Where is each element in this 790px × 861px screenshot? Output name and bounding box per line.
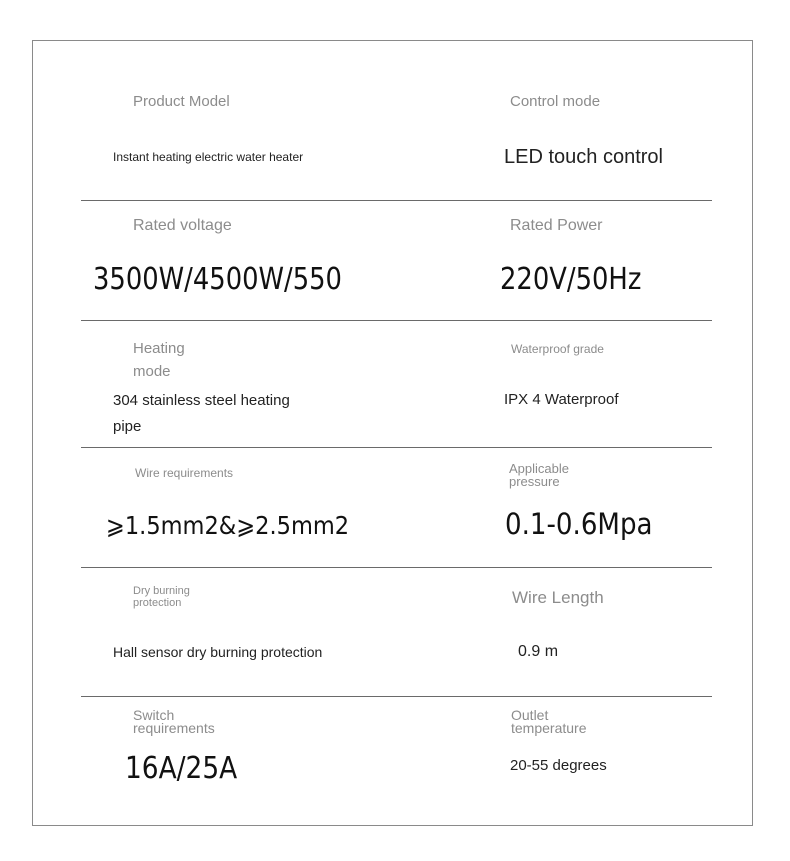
spec-value-outlet-temp: 20-55 degrees [510, 757, 607, 774]
divider [81, 447, 712, 448]
spec-value-heating-mode-line2: pipe [113, 418, 142, 435]
spec-value-product-model: Instant heating electric water heater [113, 150, 304, 164]
spec-value-wire-requirements: ⩾1.5mm2&⩾2.5mm2 [106, 511, 350, 540]
divider [81, 567, 712, 568]
spec-label-heating-mode-line2: mode [133, 363, 171, 380]
spec-label-rated-voltage: Rated voltage [133, 217, 232, 234]
spec-value-waterproof-grade: IPX 4 Waterproof [504, 391, 619, 408]
spec-value-control-mode: LED touch control [504, 146, 663, 168]
spec-value-rated-voltage: 3500W/4500W/550 [93, 262, 342, 297]
spec-label-applicable-pressure-line2: pressure [509, 474, 560, 489]
spec-value-rated-power: 220V/50Hz [500, 262, 642, 297]
spec-label-product-model: Product Model [133, 93, 230, 110]
spec-value-applicable-pressure: 0.1-0.6Mpa [505, 507, 653, 541]
spec-label-switch-line1: Switch [133, 707, 175, 723]
spec-value-wire-length: 0.9 m [518, 643, 559, 660]
spec-label-wire-length: Wire Length [512, 588, 604, 607]
spec-label-switch-line2: requirements [133, 720, 215, 736]
spec-label-applicable-pressure-line1: Applicable [509, 461, 569, 476]
spec-label-outlet-temp-line1: Outlet [511, 707, 549, 723]
spec-value-switch: 16A/25A [125, 751, 238, 786]
spec-label-dry-burning-line2: protection [133, 597, 182, 609]
spec-value-dry-burning: Hall sensor dry burning protection [113, 644, 323, 660]
spec-label-wire-requirements: Wire requirements [135, 466, 234, 480]
spec-label-outlet-temp-line2: temperature [511, 720, 587, 736]
divider [81, 696, 712, 697]
divider [81, 200, 712, 201]
spec-label-control-mode: Control mode [510, 93, 601, 110]
spec-label-heating-mode-line1: Heating [133, 340, 185, 357]
divider [81, 320, 712, 321]
spec-label-waterproof-grade: Waterproof grade [511, 342, 604, 356]
spec-label-dry-burning-line1: Dry burning [133, 585, 190, 597]
spec-value-heating-mode-line1: 304 stainless steel heating [113, 392, 290, 409]
spec-label-rated-power: Rated Power [510, 217, 603, 234]
